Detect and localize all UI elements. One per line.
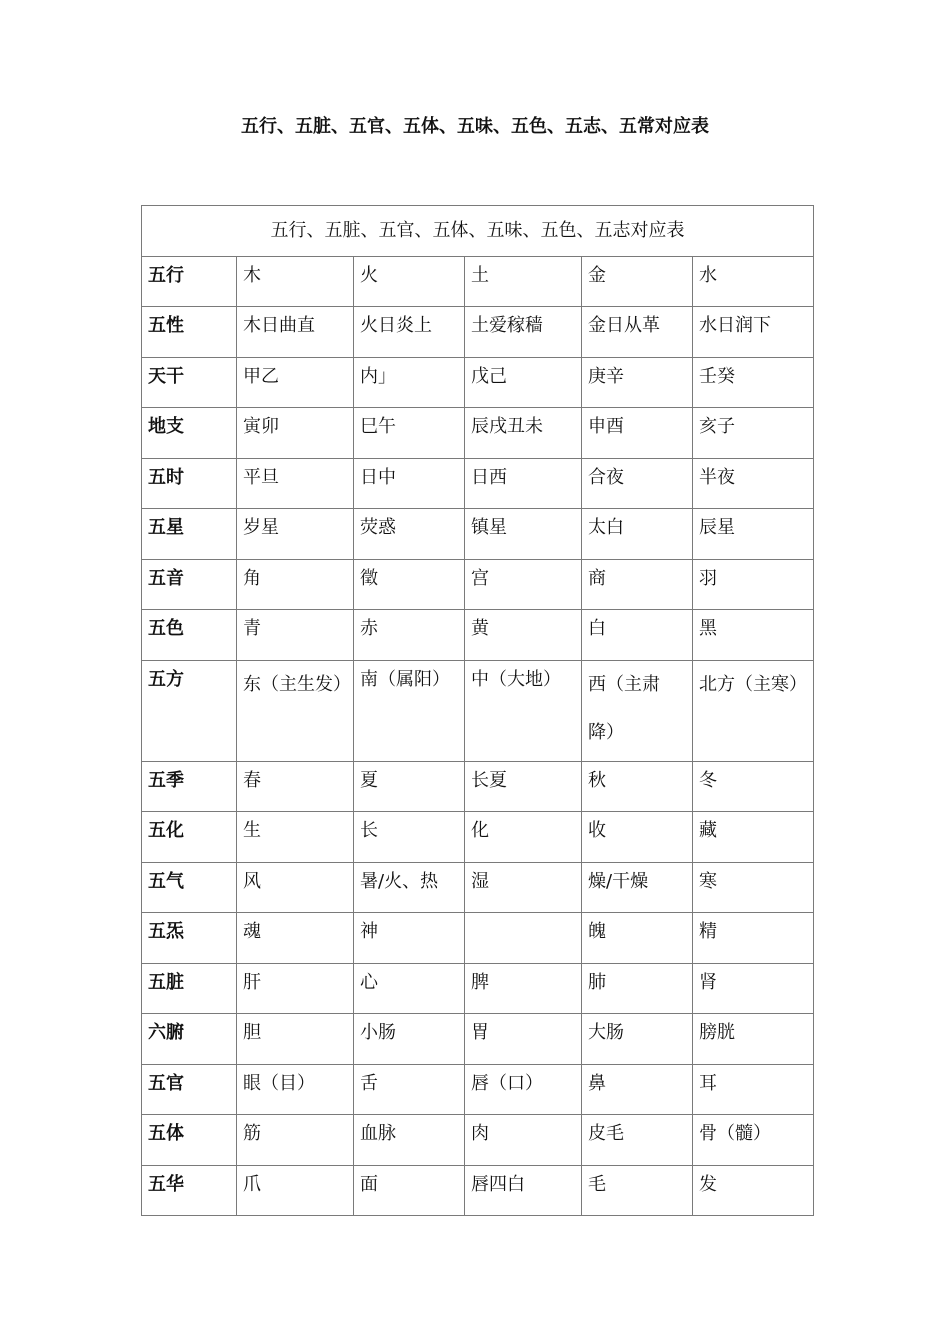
table-row	[142, 307, 814, 358]
table-cell: 东（主生发）	[237, 660, 354, 761]
table-cell: 岁星	[237, 509, 354, 560]
table-cell: 大肠	[582, 1014, 693, 1065]
row-header: 地支	[142, 408, 237, 459]
table-cell: 角	[237, 559, 354, 610]
table-cell: 太白	[582, 509, 693, 560]
table-cell: 风	[237, 862, 354, 913]
table-cell: 寒	[693, 862, 814, 913]
table-cell: 肉	[465, 1115, 582, 1166]
table-cell: 辰星	[693, 509, 814, 560]
table-cell: 黄	[465, 610, 582, 661]
row-header: 五官	[142, 1064, 237, 1115]
row-header: 五化	[142, 812, 237, 863]
table-cell: 骨（髓）	[693, 1115, 814, 1166]
table-row	[142, 509, 814, 560]
table-cell: 长夏	[465, 761, 582, 812]
table-row	[142, 660, 814, 761]
table-cell: 爪	[237, 1165, 354, 1216]
table-caption-row	[142, 206, 814, 257]
table-cell: 申酉	[582, 408, 693, 459]
table-cell: 亥子	[693, 408, 814, 459]
table-row	[142, 812, 814, 863]
table-cell: 耳	[693, 1064, 814, 1115]
table-cell: 火日炎上	[354, 307, 465, 358]
table-cell: 木日曲直	[237, 307, 354, 358]
table-cell: 胃	[465, 1014, 582, 1065]
row-header: 五行	[142, 256, 237, 307]
row-header: 五星	[142, 509, 237, 560]
row-header: 五气	[142, 862, 237, 913]
table-cell: 夏	[354, 761, 465, 812]
table-cell: 精	[693, 913, 814, 964]
table-cell: 燥/干燥	[582, 862, 693, 913]
table-cell: 肾	[693, 963, 814, 1014]
table-cell: 唇（口）	[465, 1064, 582, 1115]
row-header: 五季	[142, 761, 237, 812]
table-cell: 土	[465, 256, 582, 307]
row-header: 六腑	[142, 1014, 237, 1065]
table-row	[142, 1064, 814, 1115]
table-cell: 南（属阳）	[354, 660, 465, 761]
table-cell: 胆	[237, 1014, 354, 1065]
table-row	[142, 761, 814, 812]
table-cell: 膀胱	[693, 1014, 814, 1065]
table-row	[142, 408, 814, 459]
table-cell: 日中	[354, 458, 465, 509]
row-header: 五时	[142, 458, 237, 509]
table-row	[142, 610, 814, 661]
row-header: 天干	[142, 357, 237, 408]
table-cell: 小肠	[354, 1014, 465, 1065]
table-cell: 毛	[582, 1165, 693, 1216]
table-cell: 暑/火、热	[354, 862, 465, 913]
table-cell: 金日从革	[582, 307, 693, 358]
table-cell: 合夜	[582, 458, 693, 509]
table-cell: 日西	[465, 458, 582, 509]
table-cell: 平旦	[237, 458, 354, 509]
table-cell: 青	[237, 610, 354, 661]
table-cell: 辰戌丑未	[465, 408, 582, 459]
table-cell: 化	[465, 812, 582, 863]
table-cell: 壬癸	[693, 357, 814, 408]
row-header: 五方	[142, 660, 237, 761]
table-cell: 春	[237, 761, 354, 812]
table-cell: 戊己	[465, 357, 582, 408]
table-cell: 发	[693, 1165, 814, 1216]
row-header: 五体	[142, 1115, 237, 1166]
table-cell: 藏	[693, 812, 814, 863]
table-cell: 面	[354, 1165, 465, 1216]
row-header: 五脏	[142, 963, 237, 1014]
table-cell: 魄	[582, 913, 693, 964]
table-cell: 中（大地）	[465, 660, 582, 761]
table-cell: 脾	[465, 963, 582, 1014]
table-caption: 五行、五脏、五官、五体、五味、五色、五志对应表	[142, 206, 814, 257]
table-cell: 羽	[693, 559, 814, 610]
table-row	[142, 913, 814, 964]
row-header: 五音	[142, 559, 237, 610]
table-cell: 金	[582, 256, 693, 307]
table-cell: 内」	[354, 357, 465, 408]
table-row	[142, 256, 814, 307]
table-cell: 魂	[237, 913, 354, 964]
table-cell: 舌	[354, 1064, 465, 1115]
row-header: 五性	[142, 307, 237, 358]
table-row	[142, 357, 814, 408]
table-cell: 冬	[693, 761, 814, 812]
table-cell: 火	[354, 256, 465, 307]
table-row	[142, 1165, 814, 1216]
table-cell: 水	[693, 256, 814, 307]
table-cell: 皮毛	[582, 1115, 693, 1166]
row-header: 五华	[142, 1165, 237, 1216]
correspondence-table	[141, 205, 814, 1216]
table-cell: 徵	[354, 559, 465, 610]
table-cell: 赤	[354, 610, 465, 661]
table-cell: 肺	[582, 963, 693, 1014]
table-row	[142, 862, 814, 913]
table-cell: 甲乙	[237, 357, 354, 408]
table-row	[142, 559, 814, 610]
table-cell: 湿	[465, 862, 582, 913]
table-cell: 眼（目）	[237, 1064, 354, 1115]
table-cell: 半夜	[693, 458, 814, 509]
table-cell: 收	[582, 812, 693, 863]
table-body	[142, 206, 814, 1216]
page-title: 五行、五脏、五官、五体、五味、五色、五志、五常对应表	[241, 116, 709, 137]
table-row	[142, 458, 814, 509]
table-cell: 秋	[582, 761, 693, 812]
table-row	[142, 1115, 814, 1166]
table-cell: 北方（主寒）	[693, 660, 814, 761]
table-cell: 宫	[465, 559, 582, 610]
table-row	[142, 963, 814, 1014]
table-cell: 西（主肃降）	[582, 660, 693, 761]
table-cell: 长	[354, 812, 465, 863]
table-cell: 筋	[237, 1115, 354, 1166]
table-cell: 神	[354, 913, 465, 964]
row-header: 五色	[142, 610, 237, 661]
table-cell: 水日润下	[693, 307, 814, 358]
table-cell: 肝	[237, 963, 354, 1014]
table-cell: 唇四白	[465, 1165, 582, 1216]
table-row	[142, 1014, 814, 1065]
table-cell: 镇星	[465, 509, 582, 560]
table-cell	[465, 913, 582, 964]
table-cell: 商	[582, 559, 693, 610]
table-cell: 白	[582, 610, 693, 661]
table-cell: 血脉	[354, 1115, 465, 1166]
table-cell: 鼻	[582, 1064, 693, 1115]
table-cell: 寅卯	[237, 408, 354, 459]
table-cell: 木	[237, 256, 354, 307]
table-cell: 荧惑	[354, 509, 465, 560]
table-cell: 心	[354, 963, 465, 1014]
row-header: 五炁	[142, 913, 237, 964]
table-cell: 土爱稼穑	[465, 307, 582, 358]
table-cell: 生	[237, 812, 354, 863]
table-cell: 庚辛	[582, 357, 693, 408]
table-cell: 巳午	[354, 408, 465, 459]
table-cell: 黑	[693, 610, 814, 661]
